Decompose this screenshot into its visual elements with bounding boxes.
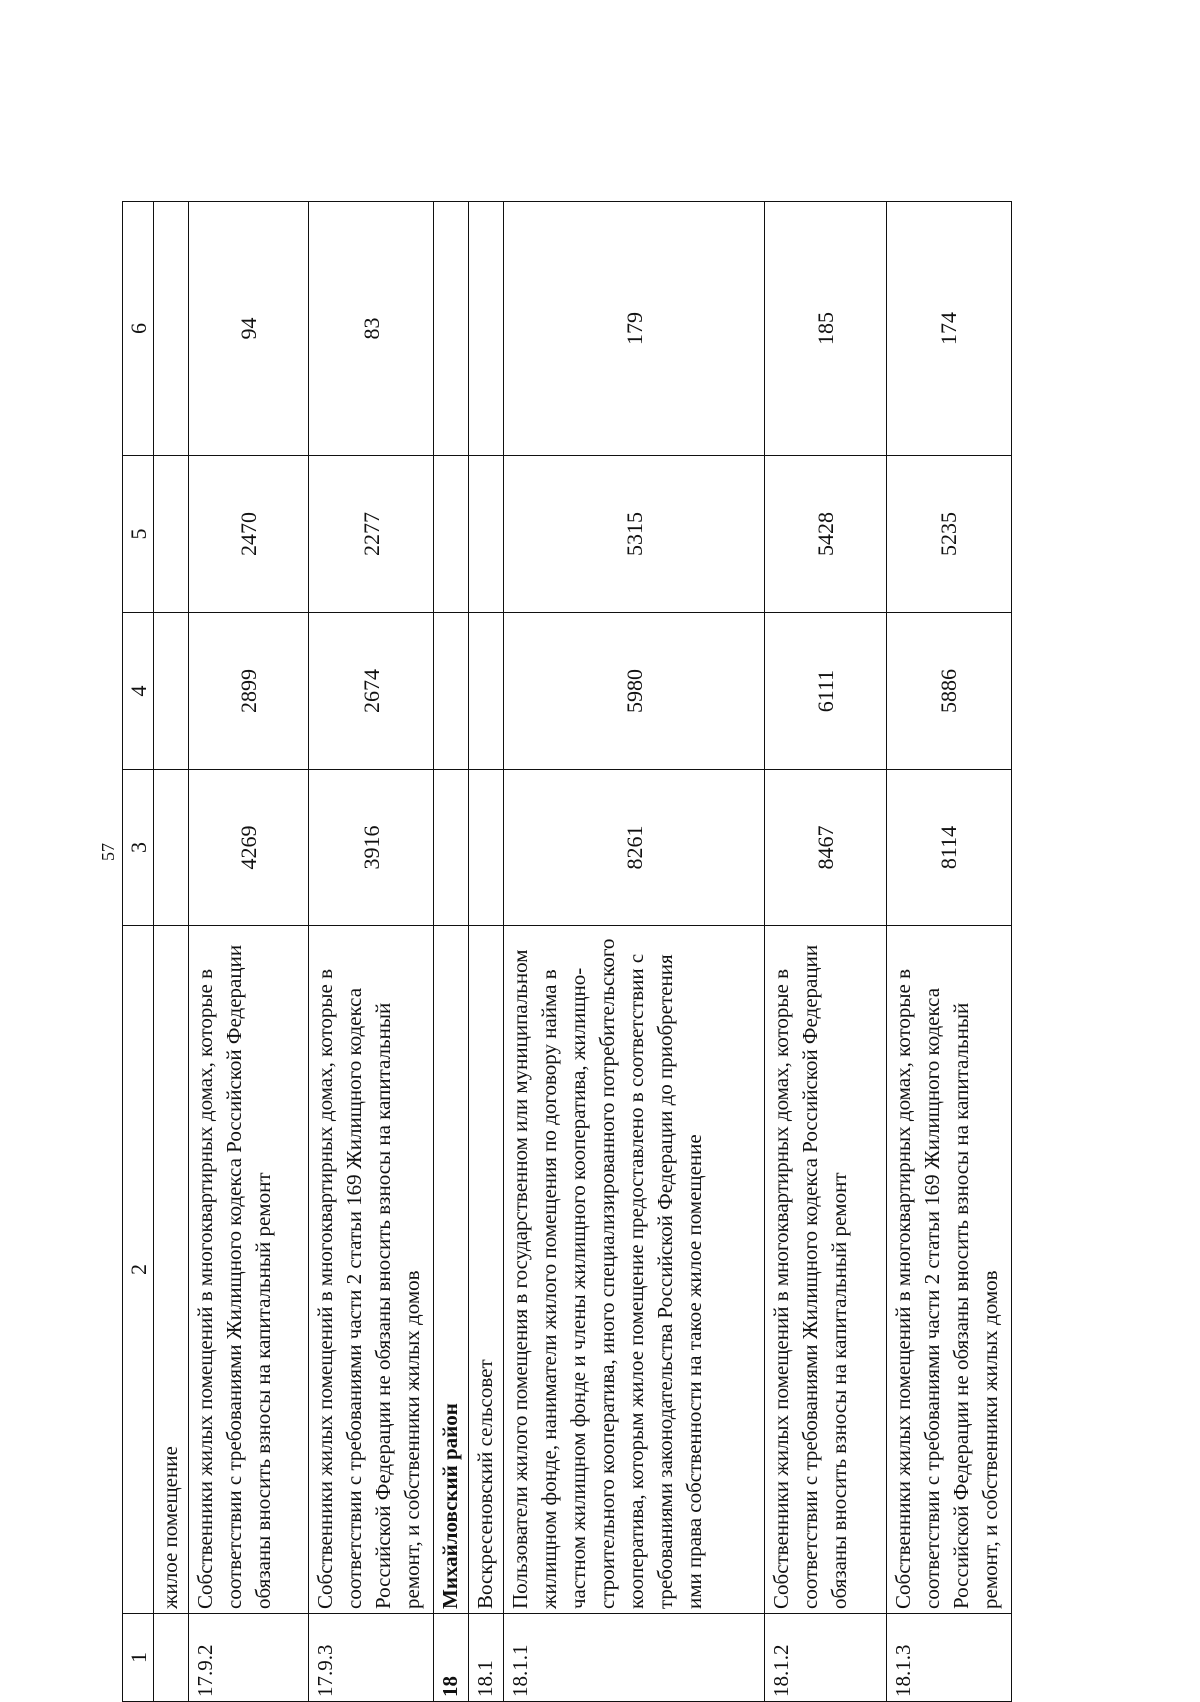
row-value-col6: 179: [504, 202, 764, 456]
row-value-col5: 5428: [764, 456, 886, 613]
table-row: [189, 202, 309, 1702]
section-row: [434, 202, 469, 1702]
row-code: 18.1.2: [764, 1614, 886, 1702]
row-value-col5: 2470: [189, 456, 309, 613]
row-value-col3: 8467: [764, 770, 886, 926]
table-row: [309, 202, 434, 1702]
row-value-col3: 3916: [309, 770, 434, 926]
column-header-4: 4: [123, 613, 154, 770]
row-description: Пользователи жилого помещения в государственном или муниципальном жилищном фонде, наниматели жилого помещения по договору найма в частном жилищном фонде и члены жилищного кооператива, жилищно-строительного кооператива, иного специализированного потребительского кооператива, которым жилое помещение предоставлено в соответствии с требованиями законодательства Российской Федерации до приобретения ими права собственности на такое жилое помещение: [504, 926, 764, 1614]
table-row: [504, 202, 764, 1702]
row-value-col4: 2674: [309, 613, 434, 770]
row-value-col4: [434, 613, 469, 770]
row-value-col4: 5886: [886, 613, 1011, 770]
row-value-col4: [469, 613, 504, 770]
section-code: 18: [434, 1614, 469, 1702]
page-number: 57: [98, 843, 118, 861]
row-value-col3: [434, 770, 469, 926]
column-header-6: 6: [123, 202, 154, 456]
column-header-5: 5: [123, 456, 154, 613]
table-row: [764, 202, 886, 1702]
row-code: [154, 1614, 189, 1702]
row-value-col3: [154, 770, 189, 926]
row-code: 18.1: [469, 1614, 504, 1702]
row-value-col4: [154, 613, 189, 770]
row-value-col5: [434, 456, 469, 613]
row-value-col6: 94: [189, 202, 309, 456]
subsection-title: Воскресеновский сельсовет: [469, 926, 504, 1614]
subsection-row: [469, 202, 504, 1702]
row-value-col3: 8114: [886, 770, 1011, 926]
data-table: [122, 201, 1012, 1702]
row-description: Собственники жилых помещений в многоквартирных домах, которые в соответствии с требованиями части 2 статьи 169 Жилищного кодекса Российской Федерации не обязаны вносить взносы на капитальный ремонт, и собственники жилых домов: [886, 926, 1011, 1614]
row-value-col6: [469, 202, 504, 456]
section-title: Михайловский район: [434, 926, 469, 1614]
row-value-col6: 83: [309, 202, 434, 456]
row-value-col5: 5235: [886, 456, 1011, 613]
row-value-col6: [434, 202, 469, 456]
row-code: 18.1.3: [886, 1614, 1011, 1702]
row-description: Собственники жилых помещений в многоквартирных домах, которые в соответствии с требованиями Жилищного кодекса Российской Федерации обязаны вносить взносы на капитальный ремонт: [764, 926, 886, 1614]
row-value-col6: [154, 202, 189, 456]
row-value-col6: 174: [886, 202, 1011, 456]
row-value-col4: 6111: [764, 613, 886, 770]
column-header-3: 3: [123, 770, 154, 926]
row-value-col4: 2899: [189, 613, 309, 770]
row-value-col5: [154, 456, 189, 613]
row-description: Собственники жилых помещений в многоквартирных домах, которые в соответствии с требованиями части 2 статьи 169 Жилищного кодекса Российской Федерации не обязаны вносить взносы на капитальный ремонт, и собственники жилых домов: [309, 926, 434, 1614]
row-value-col4: 5980: [504, 613, 764, 770]
table-row: [886, 202, 1011, 1702]
column-header-2: 2: [123, 926, 154, 1614]
table-header-row: [123, 202, 154, 1702]
row-code: 17.9.3: [309, 1614, 434, 1702]
row-code: 17.9.2: [189, 1614, 309, 1702]
row-code: 18.1.1: [504, 1614, 764, 1702]
rotated-table-container: [122, 202, 1012, 1702]
row-value-col5: [469, 456, 504, 613]
table-row: [154, 202, 189, 1702]
row-value-col3: 8261: [504, 770, 764, 926]
row-value-col6: 185: [764, 202, 886, 456]
row-description: Собственники жилых помещений в многоквартирных домах, которые в соответствии с требованиями Жилищного кодекса Российской Федерации обязаны вносить взносы на капитальный ремонт: [189, 926, 309, 1614]
row-value-col3: [469, 770, 504, 926]
row-value-col5: 2277: [309, 456, 434, 613]
row-value-col5: 5315: [504, 456, 764, 613]
row-description: жилое помещение: [154, 926, 189, 1614]
row-value-col3: 4269: [189, 770, 309, 926]
column-header-1: 1: [123, 1614, 154, 1702]
